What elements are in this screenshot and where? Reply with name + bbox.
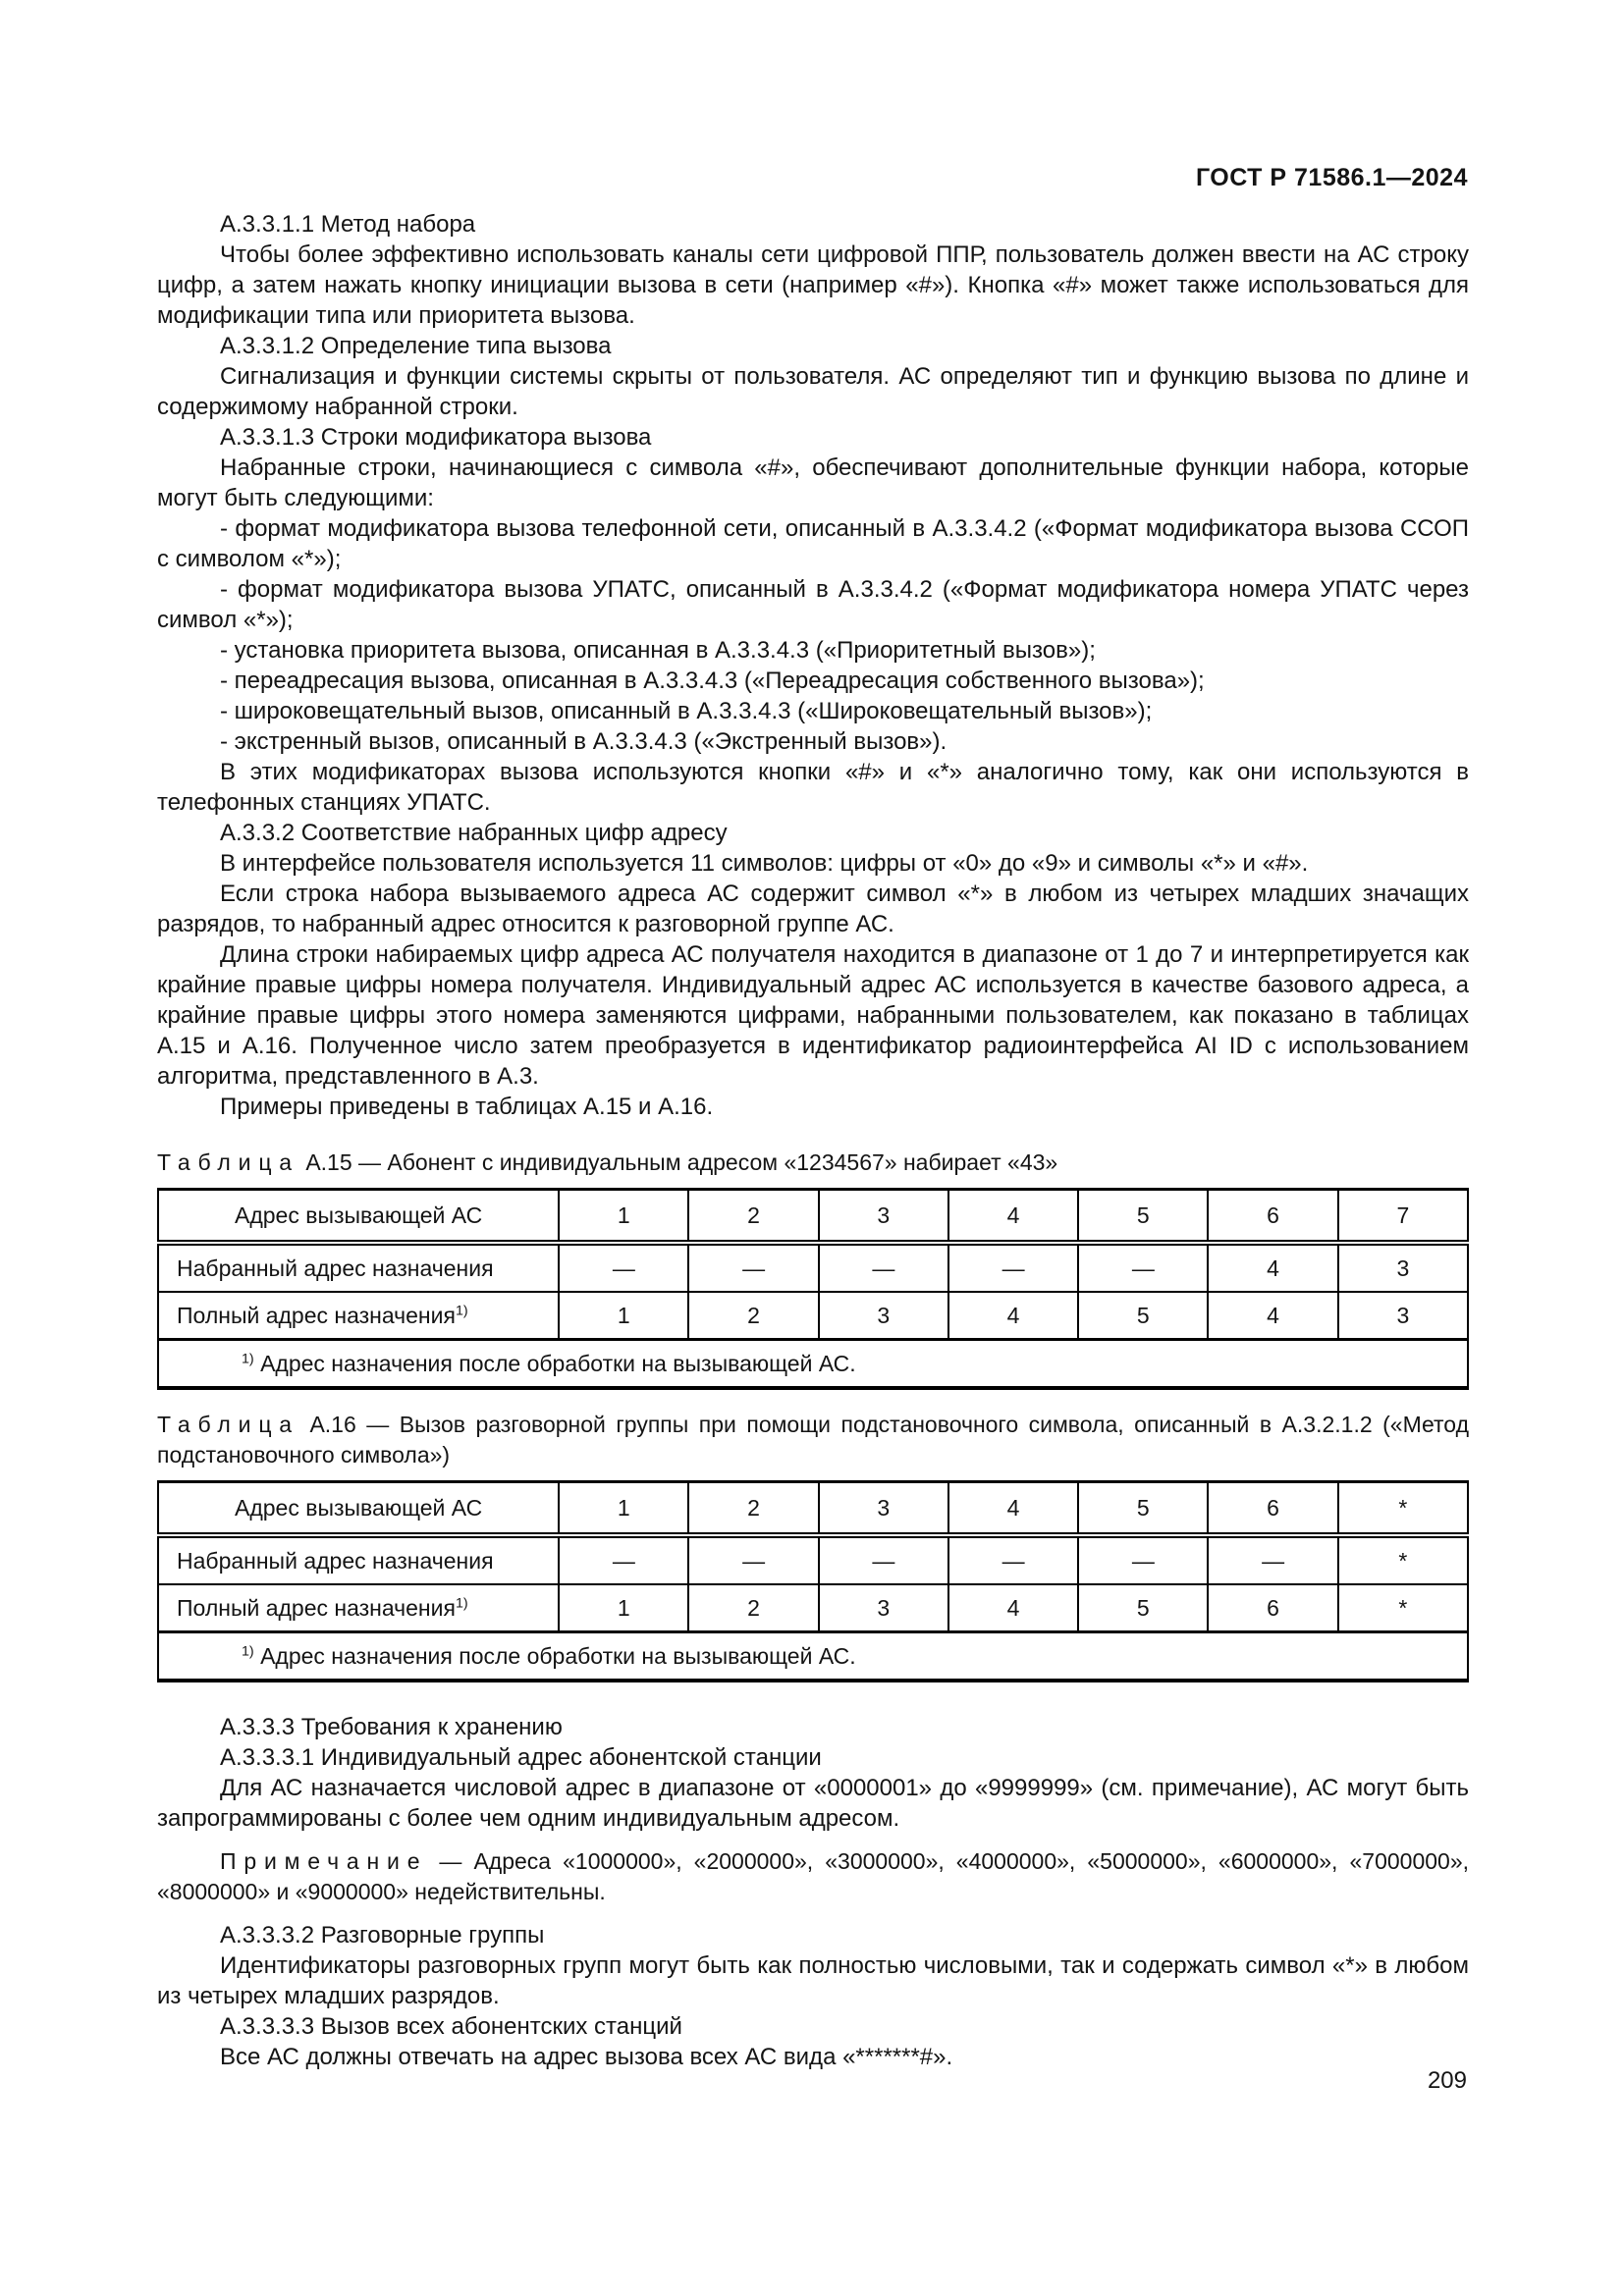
column-header-cell: 7: [1338, 1190, 1468, 1244]
value-cell: 6: [1208, 1584, 1337, 1632]
value-cell: 4: [948, 1584, 1078, 1632]
value-cell: *: [1338, 1535, 1468, 1584]
row-label-cell: Набранный адрес назначения: [158, 1535, 559, 1584]
paragraph: Сигнализация и функции системы скрыты от пользователя. АС определяют тип и функцию вызова по длине и содержимому набранной строки.: [157, 363, 1469, 420]
value-cell: 1: [559, 1292, 688, 1340]
column-header-cell: 3: [819, 1482, 948, 1536]
note-block: [157, 1846, 1469, 1907]
value-cell: 4: [1208, 1292, 1337, 1340]
paragraph: В интерфейсе пользователя используется 11 символов: цифры от «0» до «9» и символы «*» и «#».: [220, 850, 1309, 877]
table-a16: [157, 1480, 1469, 1682]
column-header-cell: 3: [819, 1190, 948, 1244]
footnote-text: Адрес назначения после обработки на вызывающей АС.: [260, 1642, 856, 1669]
value-cell: —: [1078, 1535, 1208, 1584]
value-cell: 3: [819, 1584, 948, 1632]
section-heading: А.3.3.2 Соответствие набранных цифр адресу: [220, 820, 728, 846]
table-footnote: [158, 1340, 1468, 1389]
row-label-cell: Набранный адрес назначения: [158, 1243, 559, 1292]
list-item: - формат модификатора вызова УПАТС, описанный в А.3.3.4.2 («Формат модификатора номера УПАТС через символ «*»);: [157, 576, 1469, 633]
paragraph: Чтобы более эффективно использовать каналы сети цифровой ППР, пользователь должен ввести на АС строку цифр, а затем нажать кнопку инициации вызова в сети (например «#»). Кнопка «#» может также использоваться для модификации типа или приоритета вызова.: [157, 241, 1469, 329]
value-cell: 2: [688, 1584, 818, 1632]
table-caption-text: — Вызов разговорной группы при помощи подстановочного символа, описанный в А.3.2.1.2 («Метод подстановочного символа»): [157, 1412, 1470, 1468]
column-header-cell: *: [1338, 1482, 1468, 1536]
row-label-text: Полный адрес назначения: [177, 1594, 456, 1621]
list-item: - переадресация вызова, описанная в А.3.3.4.3 («Переадресация собственного вызова»);: [220, 667, 1205, 694]
page-number: 209: [1427, 2067, 1467, 2094]
paragraph: Все АС должны отвечать на адрес вызова всех АС вида «*******#».: [220, 2044, 953, 2070]
value-cell: —: [688, 1535, 818, 1584]
footnote-text: Адрес назначения после обработки на вызывающей АС.: [260, 1350, 856, 1376]
table-row: [158, 1535, 1468, 1584]
value-cell: 1: [559, 1584, 688, 1632]
column-header-cell: Адрес вызывающей АС: [158, 1482, 559, 1536]
row-label-cell: [158, 1292, 559, 1340]
section-heading: А.3.3.1.3 Строки модификатора вызова: [220, 424, 652, 451]
table-footnote-row: [158, 1340, 1468, 1389]
table-caption-word: Таблица: [157, 1149, 299, 1175]
value-cell: —: [948, 1243, 1078, 1292]
column-header-cell: 4: [948, 1190, 1078, 1244]
section-heading: А.3.3.3.2 Разговорные группы: [220, 1922, 545, 1949]
row-label-cell: [158, 1584, 559, 1632]
value-cell: 2: [688, 1292, 818, 1340]
column-header-cell: 6: [1208, 1190, 1337, 1244]
row-label-text: Полный адрес назначения: [177, 1302, 456, 1328]
column-header-cell: 5: [1078, 1190, 1208, 1244]
table-caption-number: А.15: [305, 1149, 352, 1175]
table-row: [158, 1584, 1468, 1632]
footnote-marker: 1): [242, 1642, 254, 1659]
list-item: - широковещательный вызов, описанный в А.3.3.4.3 («Широковещательный вызов»);: [220, 698, 1153, 724]
section-heading: А.3.3.3 Требования к хранению: [220, 1714, 563, 1740]
table-row: [158, 1482, 1468, 1536]
paragraph: Для АС назначается числовой адрес в диапазоне от «0000001» до «9999999» (см. примечание), АС могут быть запрограммированы с более чем одним индивидуальным адресом.: [157, 1775, 1469, 1832]
value-cell: —: [948, 1535, 1078, 1584]
table-caption-text: — Абонент с индивидуальным адресом «1234567» набирает «43»: [358, 1149, 1058, 1175]
value-cell: —: [1208, 1535, 1337, 1584]
value-cell: 5: [1078, 1292, 1208, 1340]
paragraph: В этих модификаторах вызова используются кнопки «#» и «*» аналогично тому, как они используются в телефонных станциях УПАТС.: [157, 759, 1469, 816]
paragraph: Если строка набора вызываемого адреса АС содержит символ «*» в любом из четырех младших значащих разрядов, то набранный адрес относится к разговорной группе АС.: [157, 881, 1469, 937]
footnote-marker: 1): [455, 1302, 468, 1318]
table-a15: [157, 1188, 1469, 1390]
footnote-marker: 1): [242, 1350, 254, 1366]
value-cell: —: [559, 1243, 688, 1292]
paragraph: Идентификаторы разговорных групп могут быть как полностью числовыми, так и содержать символ «*» в любом из четырех младших разрядов.: [157, 1952, 1469, 2009]
section-heading: А.3.3.1.1 Метод набора: [220, 211, 476, 238]
value-cell: —: [1078, 1243, 1208, 1292]
value-cell: *: [1338, 1584, 1468, 1632]
value-cell: 4: [1208, 1243, 1337, 1292]
table-row: [158, 1190, 1468, 1244]
list-item: - формат модификатора вызова телефонной сети, описанный в А.3.3.4.2 («Формат модификатора вызова ССОП с символом «*»);: [157, 515, 1469, 572]
paragraph: Примеры приведены в таблицах А.15 и А.16.: [220, 1094, 714, 1120]
table-row: [158, 1292, 1468, 1340]
section-heading: А.3.3.3.3 Вызов всех абонентских станций: [220, 2013, 682, 2040]
footnote-marker: 1): [455, 1594, 468, 1611]
table-footnote: [158, 1632, 1468, 1682]
value-cell: 3: [819, 1292, 948, 1340]
note-paragraph: [157, 1846, 1469, 1907]
column-header-cell: 1: [559, 1190, 688, 1244]
column-header-cell: 2: [688, 1190, 818, 1244]
value-cell: 5: [1078, 1584, 1208, 1632]
note-text: — Адреса «1000000», «2000000», «3000000», «4000000», «5000000», «6000000», «7000000», «8000000» и «9000000» недействительны.: [157, 1848, 1470, 1904]
value-cell: —: [819, 1535, 948, 1584]
list-item: - экстренный вызов, описанный в А.3.3.4.3 («Экстренный вызов»).: [220, 728, 947, 755]
doc-number-header: ГОСТ Р 71586.1—2024: [1195, 164, 1468, 191]
value-cell: 4: [948, 1292, 1078, 1340]
value-cell: —: [819, 1243, 948, 1292]
value-cell: 3: [1338, 1292, 1468, 1340]
table-footnote-row: [158, 1632, 1468, 1682]
section-heading: А.3.3.1.2 Определение типа вызова: [220, 333, 612, 359]
table-a16-caption: [157, 1410, 1469, 1470]
section-heading: А.3.3.3.1 Индивидуальный адрес абонентской станции: [220, 1744, 822, 1771]
value-cell: —: [688, 1243, 818, 1292]
column-header-cell: 1: [559, 1482, 688, 1536]
value-cell: 3: [1338, 1243, 1468, 1292]
table-a15-caption: [157, 1148, 1469, 1178]
value-cell: —: [559, 1535, 688, 1584]
table-caption-number: А.16: [309, 1412, 356, 1437]
column-header-cell: 2: [688, 1482, 818, 1536]
table-caption-word: Таблица: [157, 1412, 299, 1437]
paragraph: Набранные строки, начинающиеся с символа «#», обеспечивают дополнительные функции набора, которые могут быть следующими:: [157, 454, 1469, 511]
column-header-cell: 6: [1208, 1482, 1337, 1536]
table-row: [158, 1243, 1468, 1292]
page-content: [157, 209, 1469, 2072]
column-header-cell: 4: [948, 1482, 1078, 1536]
list-item: - установка приоритета вызова, описанная в А.3.3.4.3 («Приоритетный вызов»);: [220, 637, 1096, 664]
note-label: Примечание: [220, 1848, 428, 1874]
paragraph: Длина строки набираемых цифр адреса АС получателя находится в диапазоне от 1 до 7 и интерпретируется как крайние правые цифры номера получателя. Индивидуальный адрес АС используется в качестве базового адреса, а крайние правые цифры этого номера заменяются цифрами, набранными пользователем, как показано в таблицах А.15 и А.16. Полученное число затем преобразуется в идентификатор радиоинтерфейса AI ID с использованием алгоритма, представленного в А.3.: [157, 941, 1469, 1090]
column-header-cell: 5: [1078, 1482, 1208, 1536]
column-header-cell: Адрес вызывающей АС: [158, 1190, 559, 1244]
